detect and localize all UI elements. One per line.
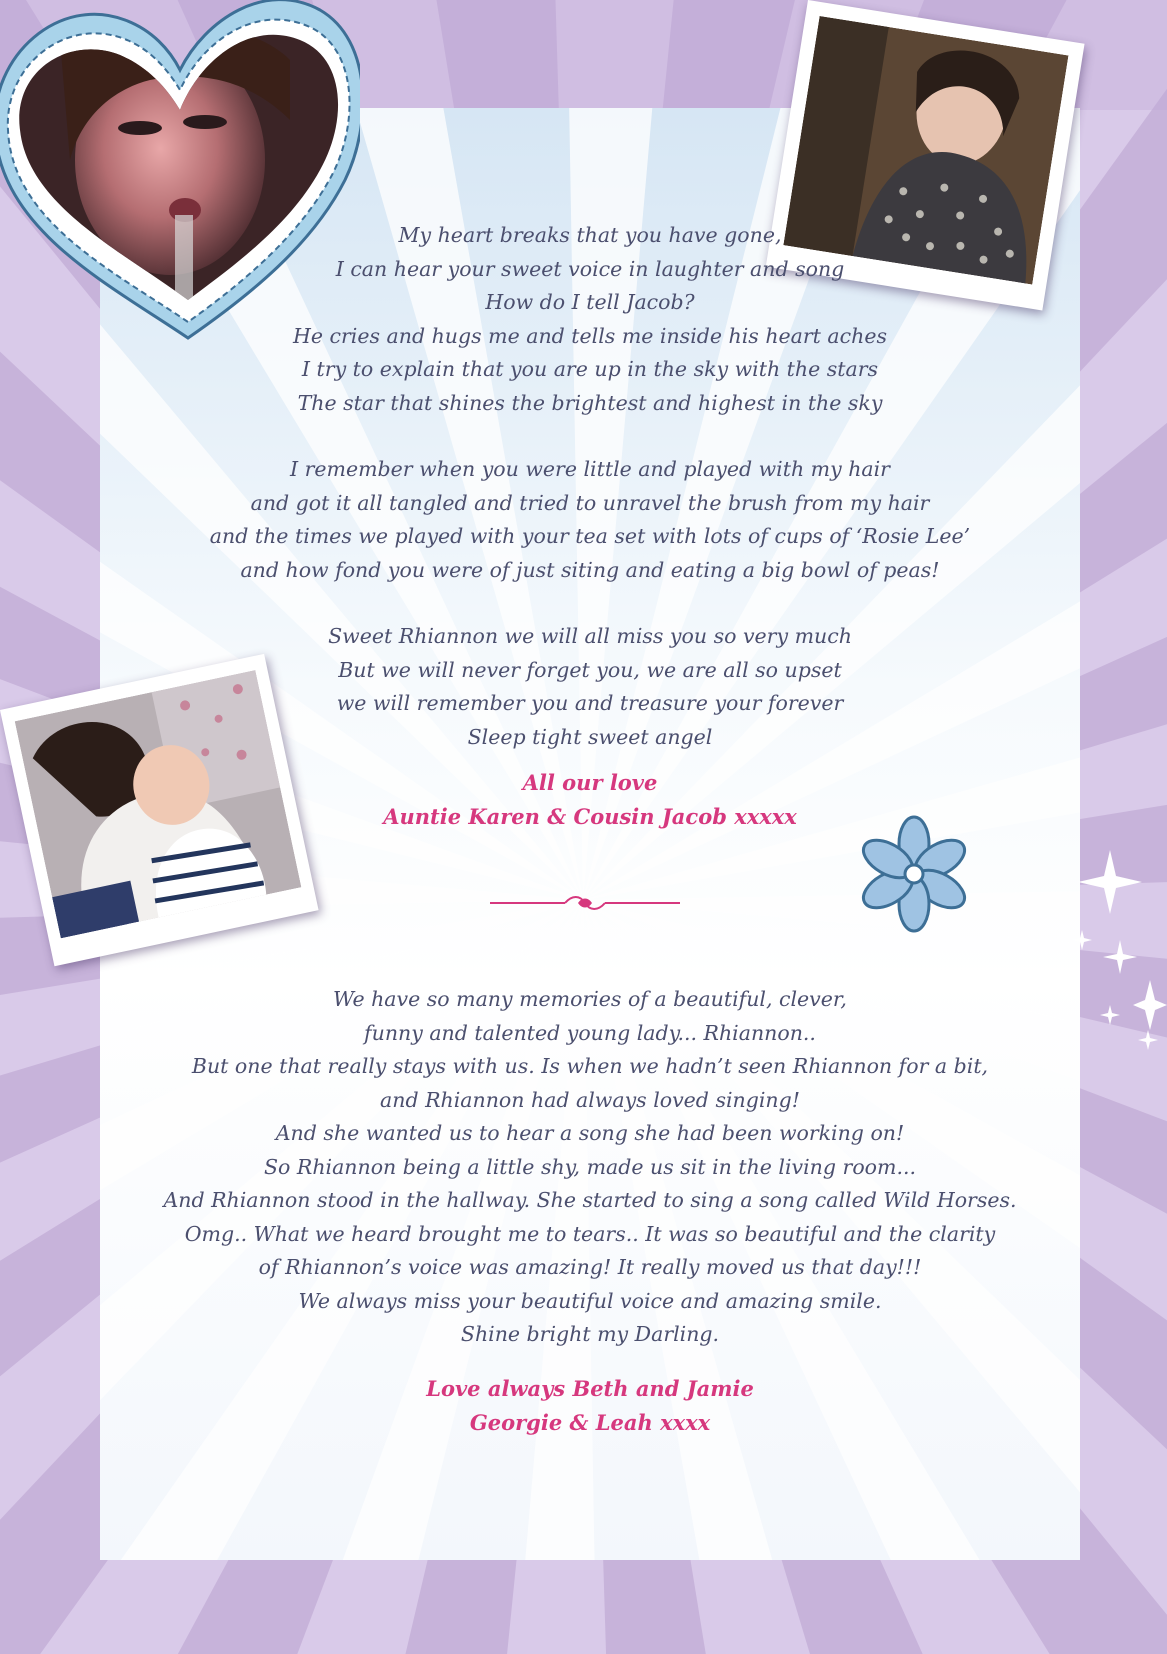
flower-icon (852, 812, 977, 937)
poem-line: and how fond you were of just siting and eating a big bowl of peas! (240, 557, 940, 582)
signature-line: Georgie & Leah xxxx (469, 1409, 711, 1435)
message-line: But one that really stays with us. Is when we hadn’t seen Rhiannon for a bit, (191, 1054, 989, 1078)
message-line: and Rhiannon had always loved singing! (380, 1087, 800, 1112)
stanza-3 (100, 620, 1080, 754)
message-line: Shine bright my Darling. (460, 1322, 720, 1346)
message-beth (100, 983, 1080, 1440)
message-line: So Rhiannon being a little shy, made us sit in the living room... (263, 1154, 917, 1179)
message-line: We always miss your beautiful voice and amazing smile. (298, 1288, 882, 1313)
poem-line: I remember when you were little and played with my hair (290, 457, 890, 481)
message-line: Omg.. What we heard brought me to tears.. It was so beautiful and the clarity (184, 1221, 996, 1246)
divider-flourish-icon (490, 893, 680, 913)
poem-line: How do I tell Jacob? (485, 290, 695, 314)
poem-line: Sleep tight sweet angel (467, 724, 713, 749)
poem-line: and got it all tangled and tried to unravel the brush from my hair (250, 490, 930, 515)
message-line: We have so many memories of a beautiful, clever, (333, 987, 847, 1011)
signature-line: Auntie Karen & Cousin Jacob xxxxx (383, 804, 797, 829)
poem-karen (100, 219, 1080, 834)
message-body (100, 983, 1080, 1352)
poem-line: I can hear your sweet voice in laughter and song (335, 256, 845, 281)
signature-beth (100, 1372, 1080, 1440)
poem-line: and the times we played with your tea set with lots of cups of ‘Rosie Lee’ (209, 524, 971, 548)
poem-line: The star that shines the brightest and highest in the sky (297, 390, 883, 415)
poem-line: My heart breaks that you have gone, (398, 223, 782, 247)
message-line: funny and talented young lady... Rhiannon.. (364, 1020, 816, 1045)
message-line: And she wanted us to hear a song she had been working on! (275, 1121, 905, 1145)
poem-line: I try to explain that you are up in the sky with the stars (301, 357, 879, 381)
signature-line: Love always Beth and Jamie (426, 1375, 754, 1401)
message-line: of Rhiannon’s voice was amazing! It really moved us that day!!! (258, 1255, 922, 1279)
poem-line: we will remember you and treasure your forever (336, 691, 844, 715)
poem-line: But we will never forget you, we are all so upset (338, 657, 842, 682)
poem-line: He cries and hugs me and tells me inside his heart aches (293, 323, 887, 348)
signature-line: All our love (522, 770, 658, 795)
stanza-1 (100, 219, 1080, 420)
stanza-2 (100, 453, 1080, 587)
poem-line: Sweet Rhiannon we will all miss you so very much (328, 624, 852, 648)
message-line: And Rhiannon stood in the hallway. She started to sing a song called Wild Horses. (163, 1188, 1017, 1212)
